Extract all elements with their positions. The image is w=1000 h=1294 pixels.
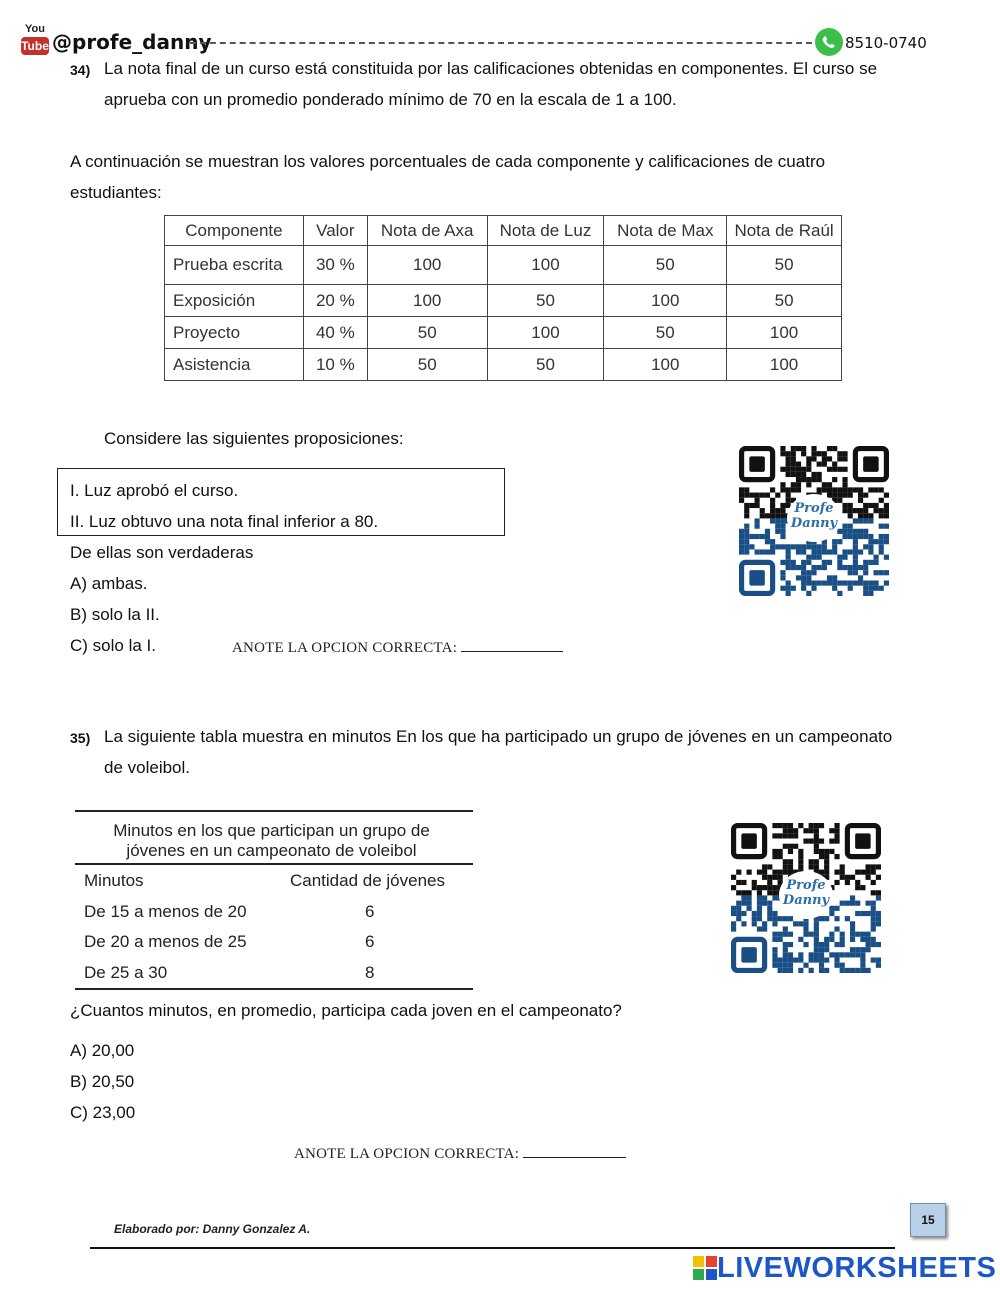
q34-answer-prompt (232, 637, 563, 657)
table-header: Valor (303, 216, 367, 246)
table-header: Nota de Max (604, 216, 727, 246)
table-cell: 100 (487, 246, 604, 285)
q34-answer-label: ANOTE LA OPCION CORRECTA: (232, 640, 458, 656)
table-cell: 50 (487, 285, 604, 317)
table-cell: 50 (727, 246, 842, 285)
table-cell: 50 (604, 317, 727, 349)
table-row (165, 285, 842, 317)
q35-option-b[interactable]: B) 20,50 (70, 1072, 135, 1091)
table-header-row (165, 216, 842, 246)
table-header: Nota de Raúl (727, 216, 842, 246)
q34-number-label: 34) (70, 62, 91, 78)
q34-intro-line1: A continuación se muestran los valores porcentuales de cada componente y calificaciones de cuatro (70, 152, 826, 171)
qr-code-icon (731, 823, 881, 973)
whatsapp-icon (815, 28, 843, 56)
q34-answer-field[interactable] (461, 637, 563, 652)
table-header-minutes: Minutos (84, 871, 144, 890)
table-cell: 20 % (303, 285, 367, 317)
profe-danny-logo: Profe Danny (779, 871, 833, 919)
table-cell: 100 (604, 285, 727, 317)
q35-answer-label: ANOTE LA OPCION CORRECTA: (294, 1146, 520, 1162)
table-row (165, 349, 842, 381)
table-title-line1: Minutos en los que participan un grupo de (113, 821, 430, 840)
table-row (165, 246, 842, 285)
q35-statement-line1: La siguiente tabla muestra en minutos En los que ha participado un grupo de jóvenes en un campeonato (104, 727, 893, 746)
q34-option-c[interactable]: C) solo la I. (70, 636, 156, 655)
table-cell: 40 % (303, 317, 367, 349)
q35-number (70, 728, 90, 748)
phone-number: 8510-0740 (845, 34, 927, 52)
table-header: Componente (165, 216, 304, 246)
q35-option-c[interactable]: C) 23,00 (70, 1103, 136, 1122)
q34-option-b[interactable]: B) solo la II. (70, 605, 160, 624)
q35-question: ¿Cuantos minutos, en promedio, participa cada joven en el campeonato? (70, 1001, 622, 1020)
table-cell: 100 (727, 349, 842, 381)
table-cell: 10 % (303, 349, 367, 381)
table-cell: 50 (367, 349, 487, 381)
q35-statement-line2: de voleibol. (104, 758, 191, 777)
table-header-count: Cantidad de jóvenes (290, 871, 446, 890)
qr-code-icon (739, 446, 889, 596)
table-bottom-rule (75, 988, 473, 990)
table-cell-count: 6 (365, 932, 375, 951)
q34-option-a[interactable]: A) ambas. (70, 574, 148, 593)
table-cell: 50 (487, 349, 604, 381)
youtube-logo-icon: You Tube (21, 23, 49, 53)
table-cell-count: 8 (365, 963, 375, 982)
table-cell: 100 (367, 246, 487, 285)
table-cell-minutes: De 25 a 30 (84, 963, 168, 982)
table-cell: 100 (487, 317, 604, 349)
table-cell-minutes: De 20 a menos de 25 (84, 932, 247, 951)
table-top-rule (75, 810, 473, 812)
table-cell-count: 6 (365, 902, 375, 921)
q34-statement-line2: aprueba con un promedio ponderado mínimo de 70 en la escala de 1 a 100. (104, 90, 677, 109)
table-cell-minutes: De 15 a menos de 20 (84, 902, 247, 921)
header-dashed-divider (190, 42, 812, 44)
table-cell: 100 (727, 317, 842, 349)
q35-answer-prompt (294, 1143, 626, 1163)
table-row (165, 317, 842, 349)
q35-number-label: 35) (70, 730, 91, 746)
proposition-2: II. Luz obtuvo una nota final inferior a 80. (70, 512, 379, 531)
footer-author: Elaborado por: Danny Gonzalez A. (114, 1222, 311, 1236)
q34-statement-line1: La nota final de un curso está constituida por las calificaciones obtenidas en componentes. El curso se (104, 59, 878, 78)
table-cell: 30 % (303, 246, 367, 285)
table-header-rule (75, 863, 473, 865)
table-cell: 100 (367, 285, 487, 317)
table-cell: 50 (367, 317, 487, 349)
table-cell: 100 (604, 349, 727, 381)
q35-option-a[interactable]: A) 20,00 (70, 1041, 135, 1060)
table-cell: Proyecto (165, 317, 304, 349)
grades-table (164, 215, 842, 381)
q34-number (70, 60, 90, 80)
q34-consider: Considere las siguientes proposiciones: (104, 429, 404, 448)
table-header: Nota de Luz (487, 216, 604, 246)
profe-danny-logo: Profe Danny (787, 494, 841, 542)
table-cell: Exposición (165, 285, 304, 317)
q35-answer-field[interactable] (523, 1143, 626, 1158)
table-header: Nota de Axa (367, 216, 487, 246)
q34-question: De ellas son verdaderas (70, 543, 254, 562)
table-cell: Asistencia (165, 349, 304, 381)
table-title-line2: jóvenes en un campeonato de voleibol (126, 841, 417, 860)
author-handle: @profe_danny (52, 30, 212, 54)
proposition-1: I. Luz aprobó el curso. (70, 481, 239, 500)
table-cell: Prueba escrita (165, 246, 304, 285)
table-cell: 50 (604, 246, 727, 285)
q34-intro-line2: estudiantes: (70, 183, 162, 202)
footer-divider (90, 1247, 895, 1249)
page-number: 15 (910, 1203, 946, 1237)
liveworksheets-logo-icon (693, 1256, 717, 1280)
liveworksheets-brand[interactable]: LIVEWORKSHEETS (717, 1252, 997, 1284)
table-cell: 50 (727, 285, 842, 317)
